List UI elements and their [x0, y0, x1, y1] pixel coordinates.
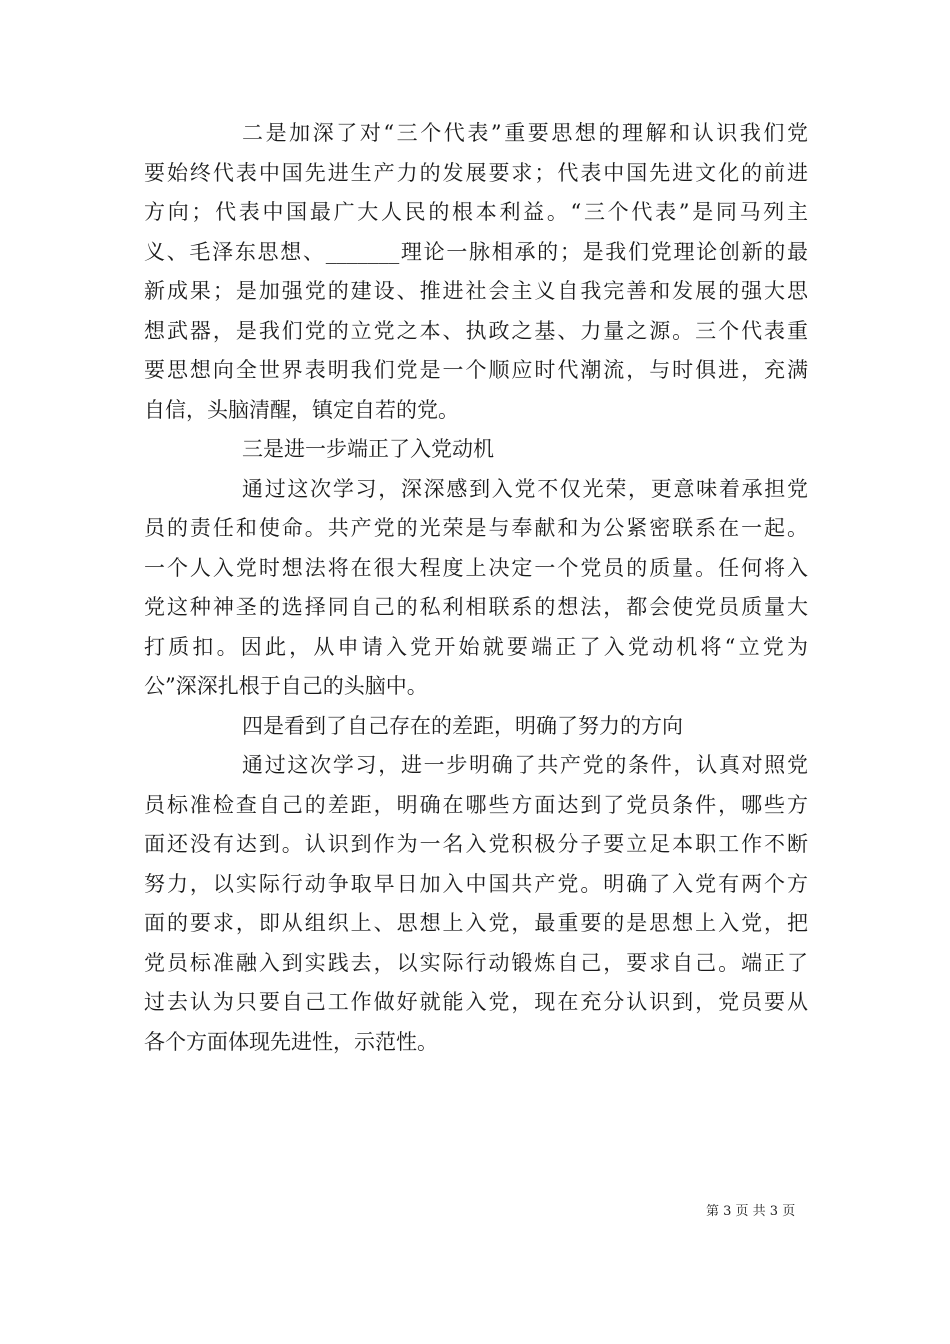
text-line: 二是加深了对“三个代表”重要思想的理解和认识我们党	[242, 121, 808, 145]
text-line: 员的责任和使命。共产党的光荣是与奉献和为公紧密联系在一起。	[144, 516, 808, 540]
text-line: 努力，以实际行动争取早日加入中国共产党。明确了入党有两个方	[144, 871, 808, 896]
text-line: 一个人入党时想法将在很大程度上决定一个党员的质量。任何将入	[144, 555, 808, 580]
text-line: 各个方面体现先进性，示范性。	[144, 1029, 438, 1054]
text-line: 通过这次学习，深深感到入党不仅光荣，更意味着承担党	[242, 476, 808, 501]
text-line: 公”深深扎根于自己的头脑中。	[144, 674, 428, 698]
text-line: 四是看到了自己存在的差距，明确了努力的方向	[242, 713, 683, 738]
text-line: 方向；代表中国最广大人民的根本利益。“三个代表”是同马列主	[144, 200, 808, 224]
text-line: 自信，头脑清醒，镇定自若的党。	[144, 397, 459, 422]
text-line: 义、毛泽东思想、_______理论一脉相承的；是我们党理论创新的最	[144, 239, 808, 264]
text-line: 想武器，是我们党的立党之本、执政之基、力量之源。三个代表重	[144, 318, 808, 343]
text-line: 三是进一步端正了入党动机	[242, 437, 494, 461]
text-line: 新成果；是加强党的建设、推进社会主义自我完善和发展的强大思	[144, 279, 808, 303]
text-line: 通过这次学习，进一步明确了共产党的条件，认真对照党	[242, 753, 808, 777]
text-line: 员标准检查自己的差距，明确在哪些方面达到了党员条件，哪些方	[144, 792, 808, 817]
text-line: 党这种神圣的选择同自己的私利相联系的想法，都会使党员质量大	[144, 595, 808, 619]
text-line: 过去认为只要自己工作做好就能入党，现在充分认识到，党员要从	[144, 990, 808, 1014]
document-body	[144, 114, 808, 1062]
text-line: 面的要求，即从组织上、思想上入党，最重要的是思想上入党，把	[144, 911, 808, 935]
text-line: 要始终代表中国先进生产力的发展要求；代表中国先进文化的前进	[144, 160, 808, 185]
text-line: 打质扣。因此，从申请入党开始就要端正了入党动机将“立党为	[144, 634, 808, 659]
text-line: 面还没有达到。认识到作为一名入党积极分子要立足本职工作不断	[144, 832, 808, 856]
text-line: 党员标准融入到实践去，以实际行动锻炼自己，要求自己。端正了	[144, 950, 808, 975]
page-footer: 第 3 页 共 3 页	[706, 1204, 796, 1219]
text-line: 要思想向全世界表明我们党是一个顺应时代潮流，与时俱进，充满	[144, 358, 808, 382]
